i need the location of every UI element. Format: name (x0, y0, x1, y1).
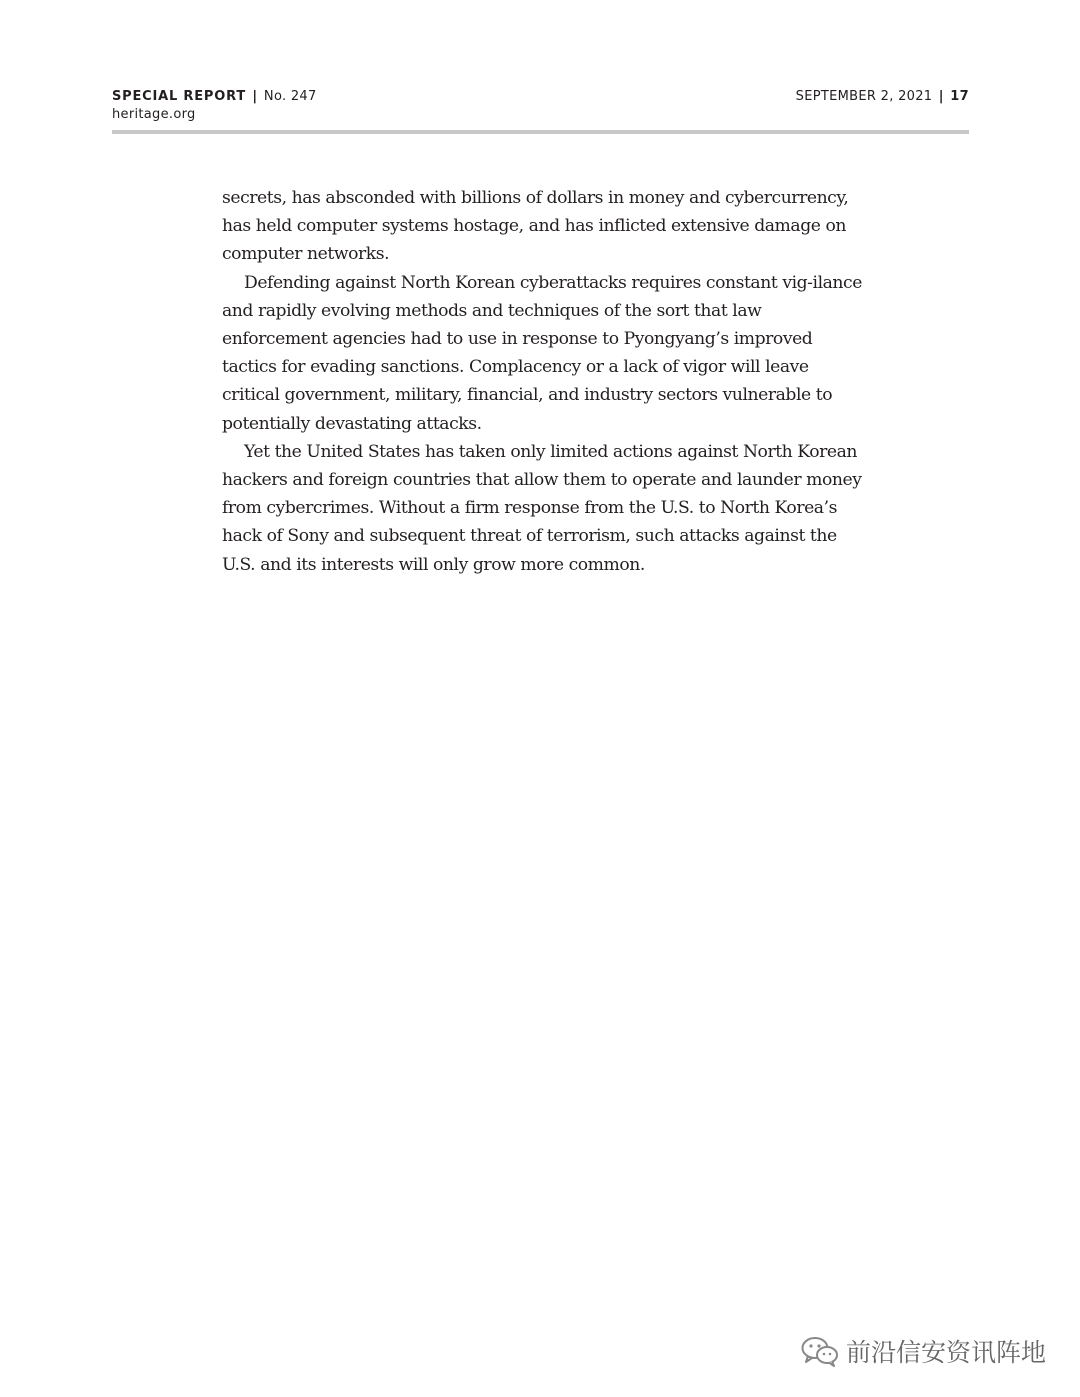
header-right (796, 88, 969, 106)
report-number: No. 247 (263, 89, 317, 104)
wechat-icon (800, 1335, 840, 1367)
body-text (222, 184, 862, 579)
paragraph-2: Defending against North Korean cyberattacks requires constant vig-ilance and rapidly evolving methods and techniques of the sort that law enforcement agencies had to use in response to Pyongyang’s improved tactics for evading sanctions. Complacency or a lack of vigor will leave critical government, military, financial, and industry sectors vulnerable to potentially devastating attacks. (222, 272, 862, 434)
watermark-text: 前沿信安资讯阵地 (845, 1338, 1046, 1367)
report-date: SEPTEMBER 2, 2021 (795, 89, 933, 104)
site-url: heritage.org (112, 107, 196, 122)
paragraph-3: Yet the United States has taken only limited actions against North Korean hackers and foreign countries that allow them to operate and launder money from cybercrimes. Without a firm response from the U.S. to North Korea’s hack of Sony and subsequent threat of terrorism, such attacks against the U.S. and its interests will only grow more common. (222, 441, 862, 575)
report-label: SPECIAL REPORT (112, 89, 246, 104)
header-left (112, 88, 317, 124)
watermark (800, 1331, 1046, 1371)
paragraph-1: secrets, has absconded with billions of dollars in money and cybercurrency, has held computer systems hostage, and has inflicted extensive damage on computer networks. (222, 188, 849, 265)
page-number: 17 (950, 89, 969, 104)
header-rule (112, 130, 969, 134)
header-separator-right: | (938, 89, 944, 104)
header-separator: | (252, 89, 258, 104)
